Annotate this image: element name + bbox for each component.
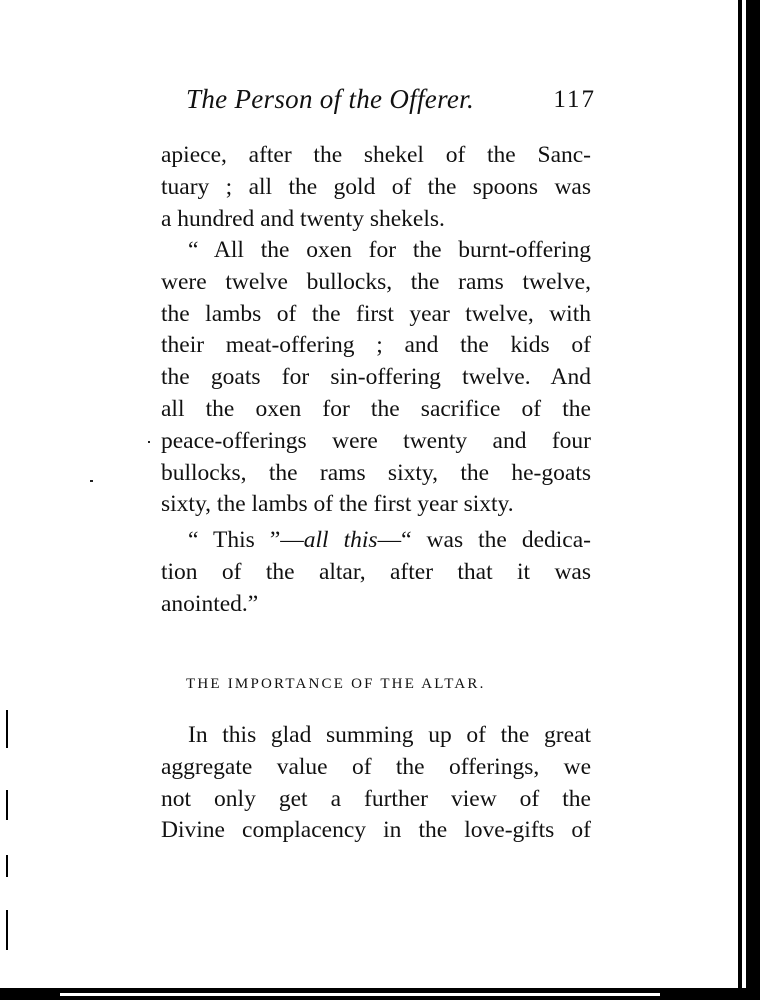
quote-continued: —“ was the dedica-: [377, 527, 591, 553]
text-line: apiece, after the shekel of the Sanc-: [161, 142, 591, 168]
scan-edge-bottom-gap: [60, 993, 660, 996]
text-line: bullocks, the rams sixty, the he-goats: [161, 459, 591, 486]
text-line: the lambs of the first year twelve, with: [161, 300, 591, 327]
scan-left-mark: [6, 790, 8, 820]
text-line: their meat-offering ; and the kids of: [161, 332, 591, 359]
scan-speck: [148, 441, 150, 443]
scan-left-mark: [6, 710, 8, 748]
text-line: sixty, the lambs of the first year sixty.: [161, 491, 514, 518]
paragraph-3: [161, 525, 591, 620]
scan-left-mark: [6, 855, 8, 877]
page-number: 117: [553, 86, 596, 113]
text-line: Divine complacency in the love-gifts of: [161, 817, 591, 844]
paragraph-2: [161, 235, 591, 521]
running-head: [186, 84, 596, 115]
scan-edge-right-inner: [738, 0, 742, 1000]
emphasis-text: all this: [303, 527, 378, 553]
text-line: not only get a further view of the: [161, 785, 591, 812]
text-line: tuary ; all the gold of the spoons was: [161, 173, 591, 200]
text-line: In this glad summing up of the great: [188, 722, 591, 748]
text-line: anointed.”: [161, 590, 259, 617]
text-line: aggregate value of the offerings, we: [161, 753, 591, 780]
paragraph-4: [161, 720, 591, 847]
text-line: the goats for sin-offering twelve. And: [161, 364, 591, 391]
text-line: all the oxen for the sacrifice of the: [161, 395, 591, 422]
running-head-title: The Person of the Offerer.: [186, 84, 475, 114]
scan-speck: [90, 480, 93, 482]
text-line: peace-offerings were twenty and four: [161, 427, 591, 454]
scan-left-mark: [6, 910, 8, 950]
scan-edge-right: [746, 0, 760, 1000]
text-line: tion of the altar, after that it was: [161, 558, 591, 585]
section-heading: THE IMPORTANCE OF THE ALTAR.: [186, 676, 486, 692]
paragraph-1: [161, 140, 591, 235]
text-line: were twelve bullocks, the rams twelve,: [161, 268, 591, 295]
text-line: a hundred and twenty shekels.: [161, 205, 445, 232]
quote-open: “ This ”—: [188, 527, 304, 553]
text-line: “ All the oxen for the burnt-offering: [188, 237, 591, 263]
text-line: [161, 525, 591, 557]
